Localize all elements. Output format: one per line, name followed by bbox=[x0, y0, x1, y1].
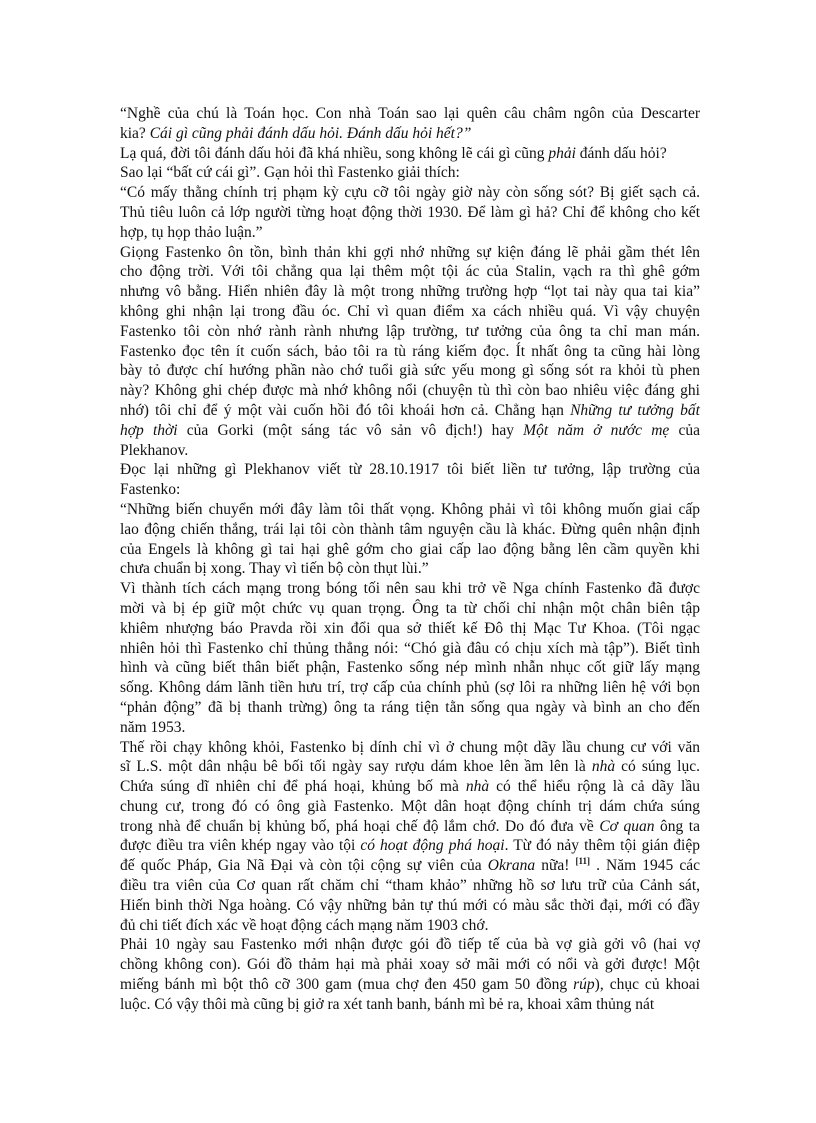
text-run: “Có mấy thằng chính trị phạm kỳ cựu cỡ tôi ngày giờ này còn sống sót? Bị giết sạch cả. bbox=[120, 184, 700, 202]
text-line bbox=[120, 520, 700, 540]
text-line bbox=[120, 243, 700, 263]
text-run: của bbox=[669, 421, 700, 439]
text-line bbox=[120, 282, 700, 302]
text-run: của Gorki (một sáng tác vô sản vô địch!) hay bbox=[177, 421, 524, 439]
text-line bbox=[120, 500, 700, 520]
text-line bbox=[120, 935, 700, 955]
text-run: Fastenko: bbox=[120, 481, 181, 499]
text-run: điều tra viên của Cơ quan rất chăm chỉ “tham khảo” những hồ sơ lưu trữ của Cảnh sát, bbox=[120, 877, 700, 895]
text-line bbox=[120, 916, 700, 936]
text-run: “phản động” đã bị thanh trừng) ông ta ráng tiện tằn sống qua ngày và bình an cho đến bbox=[120, 698, 700, 716]
text-line bbox=[120, 104, 700, 124]
text-line bbox=[120, 124, 700, 144]
text-run: có súng lục. bbox=[615, 758, 700, 776]
text-line bbox=[120, 322, 700, 342]
text-line bbox=[120, 995, 700, 1015]
text-run: năm 1953. bbox=[120, 718, 186, 736]
text-run: chung cư, trong đó có ông già Fastenko. Một dân hoạt động chính trị dám chứa súng bbox=[120, 797, 700, 815]
text-line bbox=[120, 460, 700, 480]
text-run: lao động chiến thắng, trái lại tôi còn thành tâm nguyện cầu là khác. Đừng quên nhận định bbox=[120, 520, 700, 538]
text-line bbox=[120, 342, 700, 362]
text-run: Fastenko đọc tên ít cuốn sách, bảo tôi ra tù ráng kiếm đọc. Ít nhất ông ta cũng hài lòng bbox=[120, 342, 700, 360]
text-run: kia? bbox=[120, 124, 150, 142]
text-line bbox=[120, 896, 700, 916]
text-line bbox=[120, 658, 700, 678]
text-line bbox=[120, 401, 700, 421]
text-run: nhưng vô bằng. Hiển nhiên đây là một trong những trường hợp “lọt tai này qua tai kia” bbox=[120, 283, 700, 301]
text-run: đủ chi tiết đích xác về hoạt động cách mạng năm 1903 chớ. bbox=[120, 916, 489, 934]
italic-text: nhà bbox=[591, 758, 616, 776]
text-line bbox=[120, 856, 700, 876]
text-run: hình và cũng biết thân biết phận, Fastenko sống nép mình nhẫn nhục cốt giữ lấy mạng bbox=[120, 659, 700, 677]
text-line bbox=[120, 183, 700, 203]
text-line bbox=[120, 144, 700, 164]
text-line bbox=[120, 540, 700, 560]
text-line bbox=[120, 619, 700, 639]
italic-text: nhà bbox=[465, 778, 490, 796]
text-line bbox=[120, 876, 700, 896]
text-line bbox=[120, 678, 700, 698]
text-line bbox=[120, 579, 700, 599]
text-run: Thủ tiêu luôn cả lớp người từng hoạt động thời 1930. Để làm gì hả? Chỉ để không cho kết bbox=[120, 203, 700, 221]
text-run: Thế rồi chạy không khỏi, Fastenko bị dính chỉ vì ở chung một dãy lầu chung cư với văn bbox=[120, 738, 700, 756]
text-run: mời và bị ép giữ một chức vụ quan trọng. Ông ta từ chối chỉ nhận một chân biên tập bbox=[120, 599, 700, 617]
italic-text: Okrana bbox=[487, 857, 536, 875]
text-run: nhiên hỏi thì Fastenko chỉ thủng thẳng nói: “Chó già đâu có chịu xích mà tập”). Biết tình bbox=[120, 639, 700, 657]
text-line bbox=[120, 441, 700, 461]
text-line bbox=[120, 421, 700, 441]
text-run: luộc. Có vậy thôi mà cũng bị giở ra xét tanh banh, bánh mì bẻ ra, khoai xâm thủng nát bbox=[120, 995, 655, 1013]
text-run: này? Không ghi chép được mà nhớ không nổi (chuyện tù thì còn bao nhiêu việc đáng ghi bbox=[120, 382, 700, 400]
text-run: Chứa súng dĩ nhiên chỉ để phá hoại, khủng bố mà bbox=[120, 778, 466, 796]
text-run: Vì thành tích cách mạng trong bóng tối nên sau khi trở về Nga chính Fastenko đã được bbox=[120, 580, 700, 598]
italic-text: hợp thời bbox=[120, 421, 178, 439]
text-run: sĩ L.S. một dân nhậu bê bối tối ngày say rượu dám khoe lên ầm lên là bbox=[120, 758, 592, 776]
text-run: đánh dấu hỏi? bbox=[575, 144, 667, 162]
text-line bbox=[120, 975, 700, 995]
text-run: hợp, tụ họp thảo luận.” bbox=[120, 223, 263, 241]
text-line bbox=[120, 698, 700, 718]
text-line bbox=[120, 777, 700, 797]
text-run: nhớ) tôi chỉ để ý một vài cuốn hồi đó tôi khoái hơn cả. Chẳng hạn bbox=[120, 401, 571, 419]
text-line bbox=[120, 381, 700, 401]
text-run: sống. Không dám lãnh tiền hưu trí, trợ cấp của chính phủ (sợ lôi ra những liên hệ với bọn bbox=[120, 679, 700, 697]
text-line bbox=[120, 361, 700, 381]
text-run: chồng không con). Gói đồ thảm hại mà phải xoay sở mãi mới có nổi và gởi được! Một bbox=[120, 956, 700, 974]
text-run: Phải 10 ngày sau Fastenko mới nhận được gói đồ tiếp tế của bà vợ già gởi vô (hai vợ bbox=[120, 936, 700, 954]
text-line bbox=[120, 797, 700, 817]
text-line bbox=[120, 955, 700, 975]
footnote-ref: [11] bbox=[575, 856, 590, 867]
text-line bbox=[120, 738, 700, 758]
text-run: trong nhà để chuẩn bị khủng bố, phá hoại chế độ lắm chớ. Do đó đưa về bbox=[120, 817, 600, 835]
text-line bbox=[120, 599, 700, 619]
text-line bbox=[120, 262, 700, 282]
text-line bbox=[120, 817, 700, 837]
text-line bbox=[120, 836, 700, 856]
text-run: chưa chuẩn bị xong. Thay vì tiến bộ còn thụt lùi.” bbox=[120, 560, 429, 578]
text-run: Sao lại “bất cứ cái gì”. Gạn hỏi thì Fastenko giải thích: bbox=[120, 164, 460, 182]
text-line bbox=[120, 163, 700, 183]
text-line bbox=[120, 559, 700, 579]
italic-text: có hoạt động phá hoại bbox=[360, 837, 505, 855]
text-line bbox=[120, 223, 700, 243]
text-run: Hiến binh thời Nga hoàng. Có vậy những bản tự thú mới có màu sắc thời đại, mới có đầy bbox=[120, 896, 700, 914]
text-line bbox=[120, 203, 700, 223]
text-line bbox=[120, 757, 700, 777]
italic-text: phải bbox=[548, 144, 576, 162]
text-run: bày tỏ được chí hướng phần nào chớ tuổi già sức yếu mong gì sống sót ra khỏi tù phen bbox=[120, 362, 700, 380]
text-run: . Từ đó nảy thêm tội gián điệp bbox=[504, 837, 700, 855]
text-run: có thể hiểu rộng là cả dãy lầu bbox=[489, 778, 700, 796]
text-run: “Những biến chuyển mới đây làm tôi thất vọng. Không phải vì tôi không muốn giai cấp bbox=[120, 500, 700, 518]
text-run: Đọc lại những gì Plekhanov viết từ 28.10.1917 tôi biết liền tư tưởng, lập trường của bbox=[120, 461, 700, 479]
text-line bbox=[120, 718, 700, 738]
text-run: khiêm nhượng báo Pravda rồi xin đổi qua sở thiết kế Đô thị Mạc Tư Khoa. (Tôi ngạc bbox=[120, 619, 700, 637]
italic-text: Cái gì cũng phải đánh dấu hỏi. Đánh dấu hỏi hết?” bbox=[149, 124, 472, 142]
text-run: ), chục củ khoai bbox=[594, 976, 700, 994]
text-run: cho động trời. Với tôi chẳng qua lại thêm một tội ác của Stalin, vạch ra thì ghê gớm bbox=[120, 263, 700, 281]
italic-text: Những tư tưởng bất bbox=[570, 401, 700, 419]
document-page bbox=[120, 104, 700, 1015]
italic-text: Một năm ở nước mẹ bbox=[523, 421, 670, 439]
text-line bbox=[120, 302, 700, 322]
text-run: Lạ quá, đời tôi đánh dấu hỏi đã khá nhiều, song không lẽ cái gì cũng bbox=[120, 144, 549, 162]
text-run: được điều tra viên khép ngay vào tội bbox=[120, 837, 361, 855]
text-run: của Engels là không gì tai hại ghê gớm cho giai cấp lao động bằng lên cầm quyền khi bbox=[120, 540, 700, 558]
italic-text: Cơ quan bbox=[599, 817, 655, 835]
text-run: ông ta bbox=[654, 817, 700, 835]
text-line bbox=[120, 639, 700, 659]
text-run: nữa! bbox=[535, 857, 576, 875]
text-run: Plekhanov. bbox=[120, 441, 189, 459]
text-line bbox=[120, 480, 700, 500]
text-run: . Năm 1945 các bbox=[589, 857, 700, 875]
italic-text: rúp bbox=[573, 976, 595, 994]
text-run: Giọng Fastenko ôn tồn, bình thản khi gợi nhớ những sự kiện đáng lẽ phải gầm thét lên bbox=[120, 243, 700, 261]
text-run: “Nghề của chú là Toán học. Con nhà Toán sao lại quên câu châm ngôn của Descarter bbox=[120, 105, 700, 122]
text-run: Fastenko tôi còn nhớ rành rành nhưng lập trường, tư tưởng của ông ta chỉ man mán. bbox=[120, 322, 700, 340]
text-run: đế quốc Pháp, Gia Nã Đại và còn tội cộng sự viên của bbox=[120, 857, 488, 875]
text-run: miếng bánh mì bột thô cỡ 300 gam (mua chợ đen 450 gam 50 đồng bbox=[120, 976, 574, 994]
text-run: không ghi nhận lại trong đầu óc. Chỉ vì quan điểm xa cách nhiều quá. Vì vậy chuyện bbox=[120, 302, 700, 320]
